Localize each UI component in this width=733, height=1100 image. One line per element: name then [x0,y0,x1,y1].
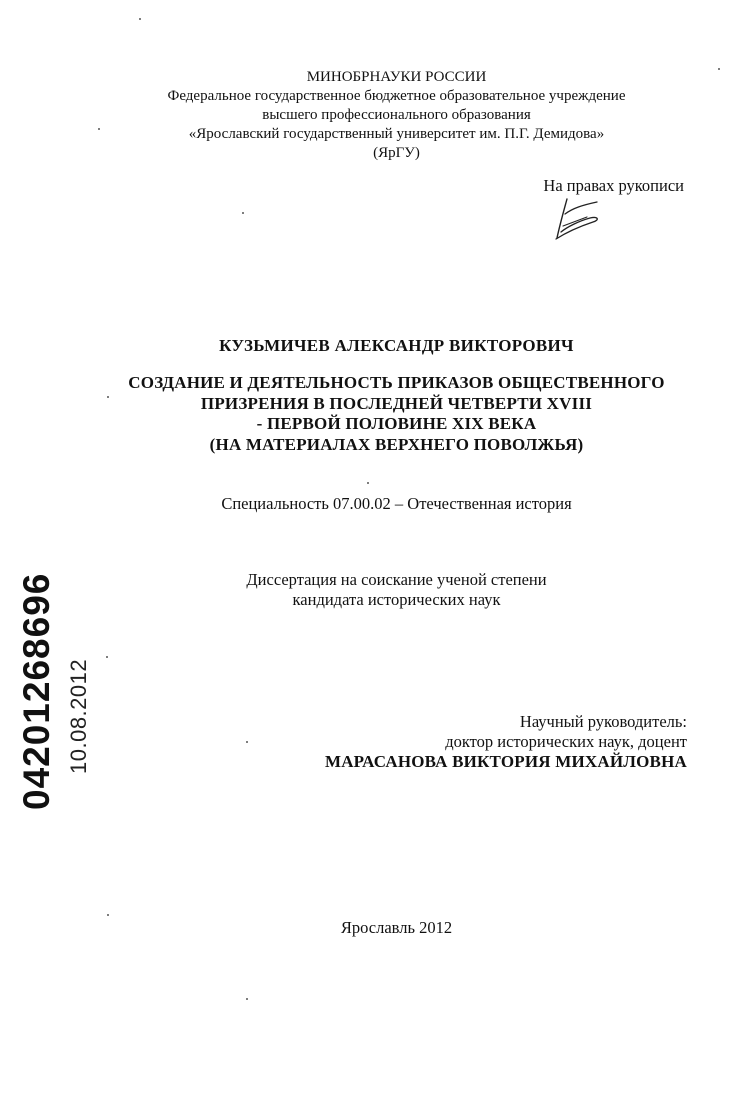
scan-speck [246,998,248,1000]
manuscript-rights-note: На правах рукописи [543,176,684,195]
scan-speck [367,482,369,484]
title-line: СОЗДАНИЕ И ДЕЯТЕЛЬНОСТЬ ПРИКАЗОВ ОБЩЕСТВЕННОГО [128,373,665,392]
title-line: ПРИЗРЕНИЯ В ПОСЛЕДНЕЙ ЧЕТВЕРТИ XVIII [200,393,593,413]
stamp-code: 04201268696 [16,572,57,810]
specialty-line: Специальность 07.00.02 – Отечественная история [221,494,572,513]
scan-speck [139,18,141,20]
ministry-name: МИНОБРНАУКИ РОССИИ [306,69,487,85]
degree-line: Диссертация на соискание ученой степени [246,570,547,589]
institution-type-line: Федеральное государственное бюджетное образовательное учреждение [167,88,626,104]
author-name: КУЗЬМИЧЕВ АЛЕКСАНДР ВИКТОРОВИЧ [219,336,574,355]
university-abbreviation: (ЯрГУ) [373,145,420,161]
education-level-line: высшего профессионального образования [262,107,531,123]
scan-speck [98,128,100,130]
dissertation-title [100,373,693,455]
institution-header [100,68,693,163]
degree-line: кандидата исторических наук [292,590,501,609]
supervisor-label: Научный руководитель: [519,712,687,731]
scan-speck [106,656,108,658]
scan-speck [107,396,109,398]
title-line: - ПЕРВОЙ ПОЛОВИНЕ XIX ВЕКА [256,414,537,433]
stamp-date: 10.08.2012 [66,658,91,774]
university-name: «Ярославский государственный университет им. П.Г. Демидова» [188,126,605,142]
title-line: (НА МАТЕРИАЛАХ ВЕРХНЕГО ПОВОЛЖЬЯ) [209,434,584,454]
scan-speck [246,741,248,743]
scan-speck [718,68,720,70]
degree-statement [100,570,693,610]
city-year: Ярославль 2012 [340,918,453,937]
supervisor-block [325,712,687,772]
scan-speck [242,212,244,214]
signature [553,196,603,242]
supervisor-degree: доктор исторических наук, доцент [445,732,687,751]
scan-speck [107,914,109,916]
supervisor-name: МАРАСАНОВА ВИКТОРИЯ МИХАЙЛОВНА [324,752,687,771]
